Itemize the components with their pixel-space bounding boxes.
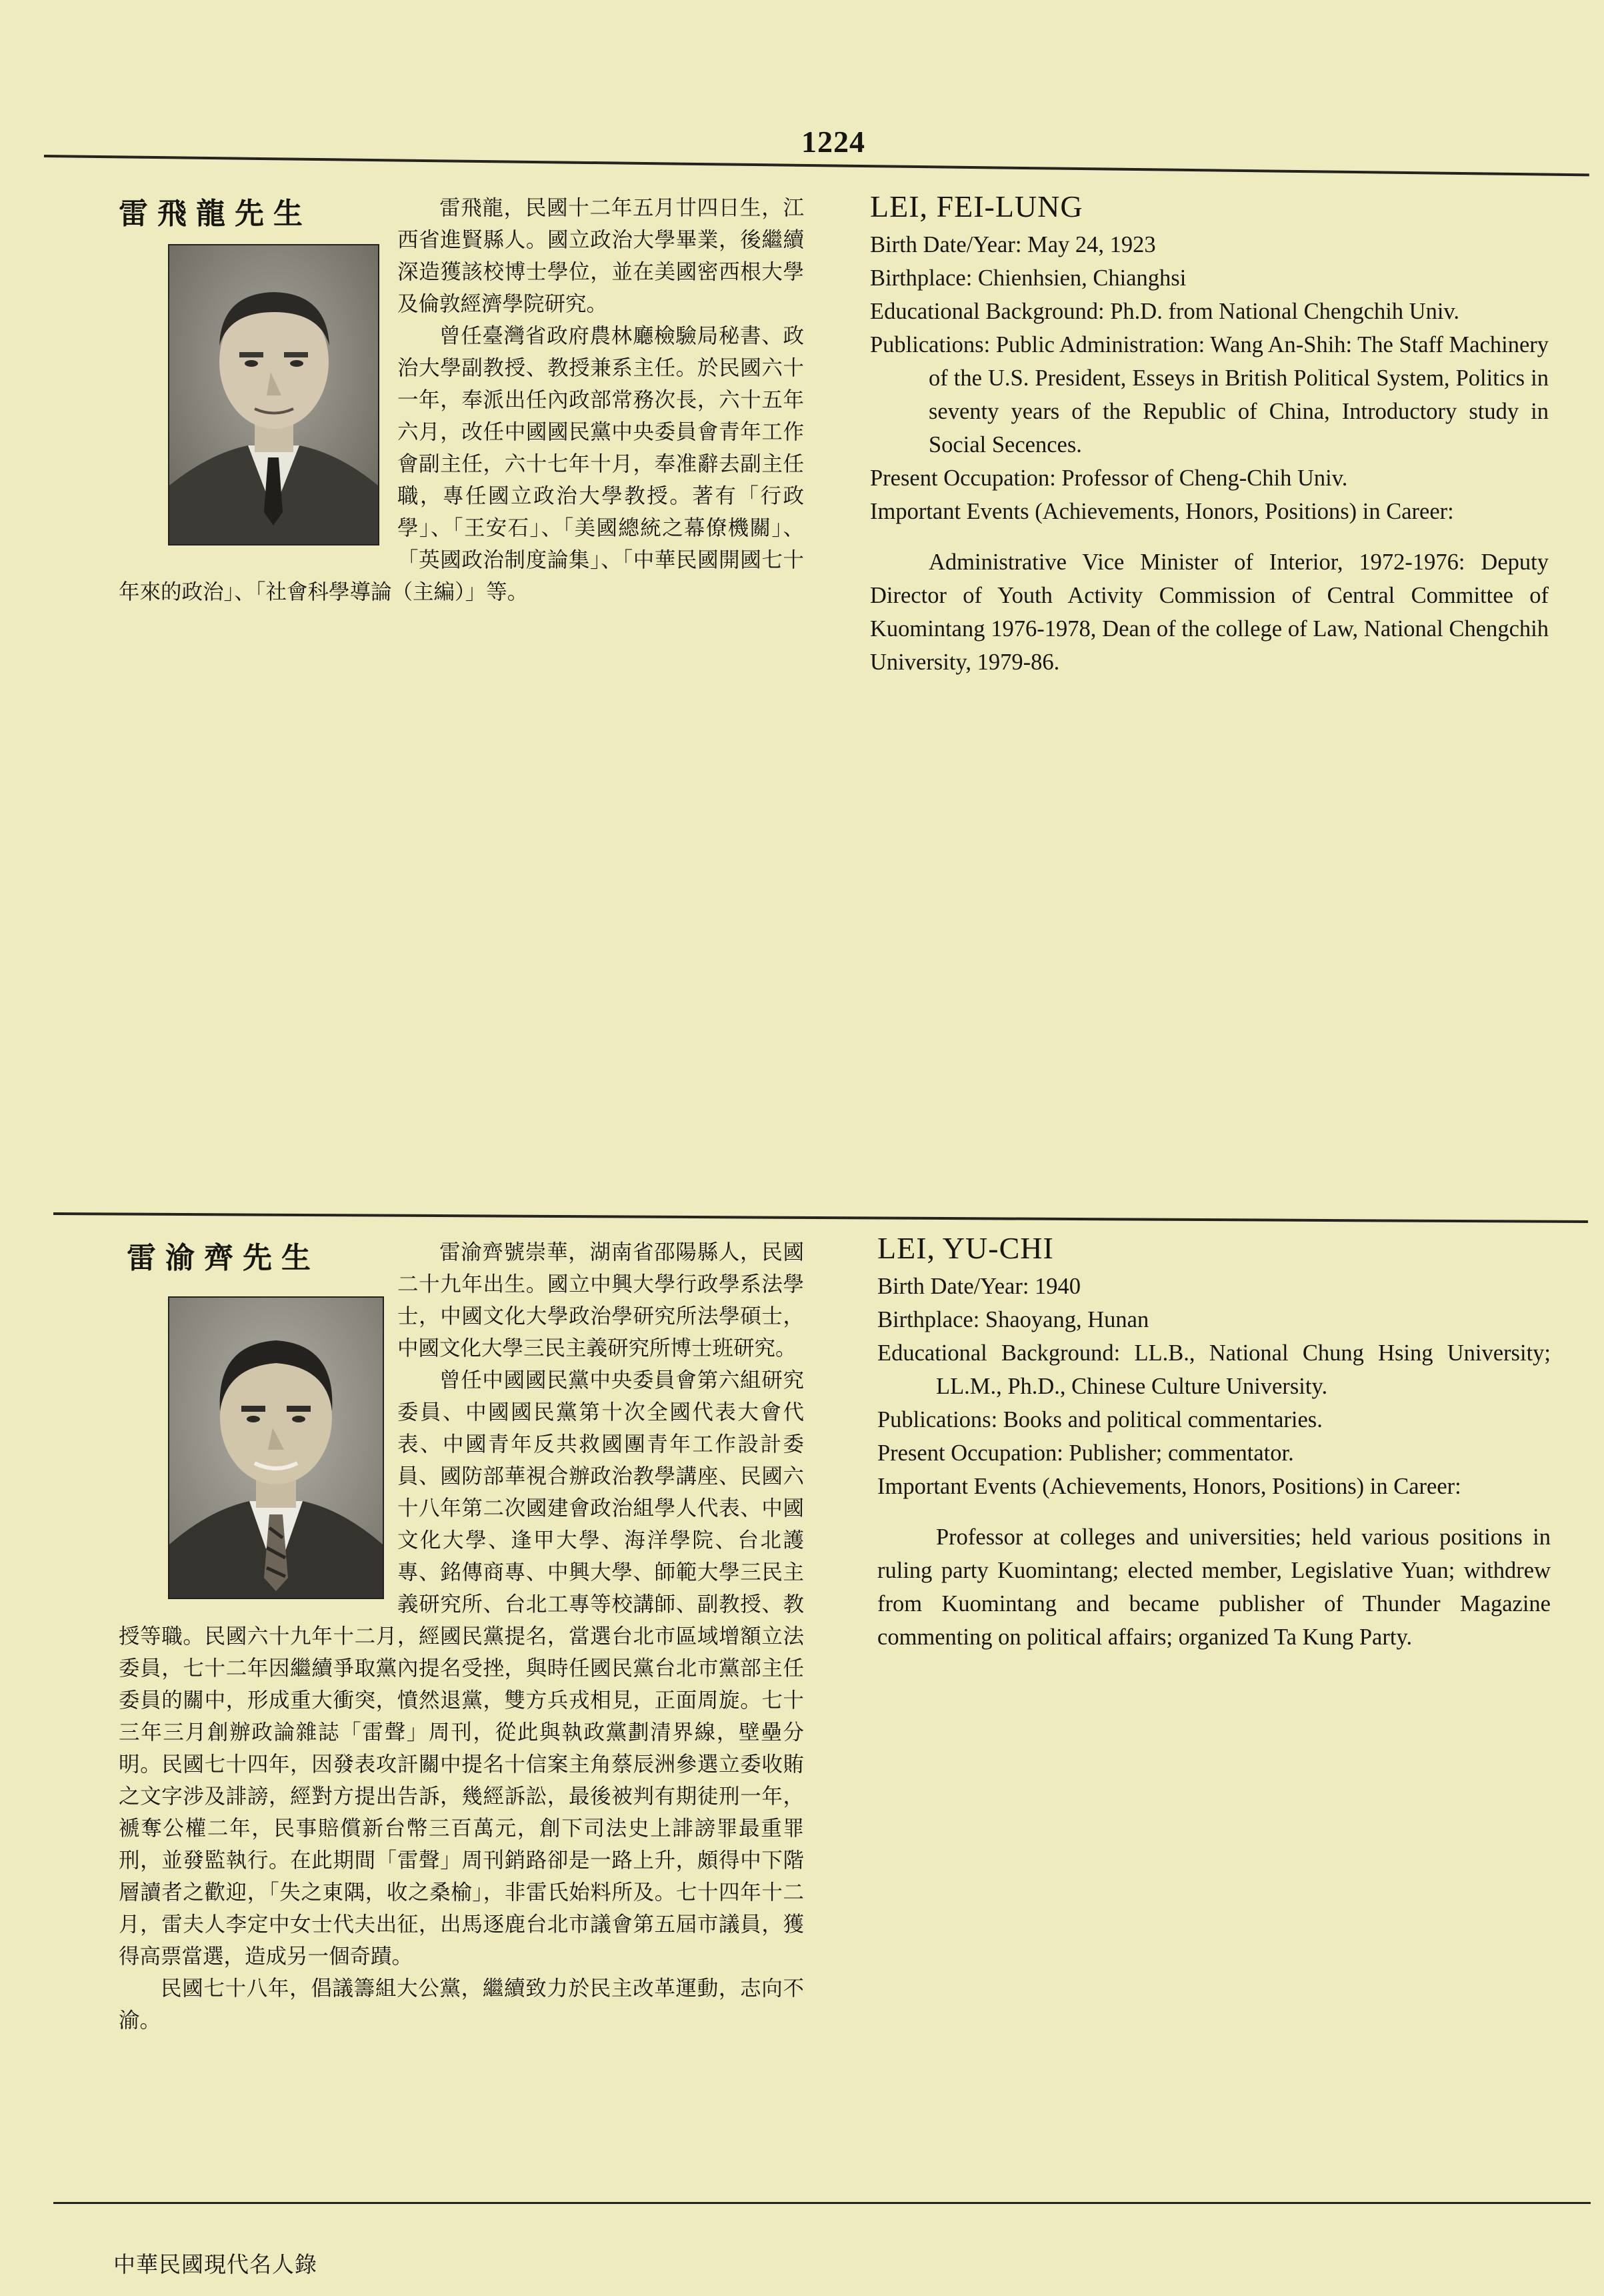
field-education: Educational Background: Ph.D. from National Chengchih Univ.: [870, 299, 1460, 324]
field-occupation: Present Occupation: Professor of Cheng-Chih Univ.: [870, 465, 1348, 491]
important-events-text: Administrative Vice Minister of Interior, 1972-1976: Deputy Director of Youth Activity Commission of Central Committee of Kuomintang 1976-1978, Dean of the college of Law, National Chengchih University, 1979-86.: [870, 549, 1549, 675]
field-birth-date: Birth Date/Year: 1940: [877, 1274, 1081, 1299]
entry-name-chinese: 雷飛龍先生: [119, 197, 312, 231]
important-events-text: Professor at colleges and universities; held various positions in ruling party Kuomintang; elected member, Legislative Yuan; withdrew from Kuomintang and became publisher of Thunder Magazine commenting on political affairs; organized Ta Kung Party.: [877, 1524, 1551, 1650]
field-education: Educational Background: LL.B., National Chung Hsing University; LL.M., Ph.D., Chinese Culture University.: [877, 1340, 1551, 1399]
biography-english: [870, 187, 1549, 679]
biography-chinese: [119, 1236, 804, 2037]
field-important-events: Important Events (Achievements, Honors, Positions) in Career:: [877, 1474, 1461, 1499]
middle-rule: [53, 1212, 1588, 1223]
entry-name-english: LEI, FEI-LUNG: [870, 189, 1083, 223]
bio-paragraph: 曾任中國國民黨中央委員會第六組研究委員、中國國民黨第十次全國代表大會代表、中國青年反共救國團青年工作設計委員、國防部華視合辦政治教學講座、民國六十八年第二次國建會政治組學人代表、中國文化大學、逢甲大學、海洋學院、台北護專、銘傳商專、中興大學、師範大學三民主義研究所、台北工專等校講師、副教授、教授等職。民國六十九年十二月，經國民黨提名，當選台北市區域增額立法委員，七十二年因繼續爭取黨內提名受挫，與時任國民黨台北市黨部主任委員的關中，形成重大衝突，憤然退黨，雙方兵戎相見，正面周旋。七十三年三月創辦政論雜誌「雷聲」周刊，從此與執政黨劃清界線，壁壘分明。民國七十四年，因發表攻訐關中提名十信案主角蔡辰洲參選立委收賄之文字涉及誹謗，經對方提出告訴，幾經訴訟，最後被判有期徒刑一年，褫奪公權二年，民事賠償新台幣三百萬元，創下司法史上誹謗罪最重罪刑，並發監執行。在此期間「雷聲」周刊銷路卻是一路上升，頗得中下階層讀者之歡迎，「失之東隅，收之桑榆」，非雷氏始料所及。七十四年十二月，雷夫人李定中女士代夫出征，出馬逐鹿台北市議會第五屆市議員，獲得高票當選，造成另一個奇蹟。: [119, 1368, 804, 1969]
biography-english: [877, 1228, 1551, 1654]
field-birthplace: Birthplace: Chienhsien, Chianghsi: [870, 265, 1187, 291]
field-birthplace: Birthplace: Shaoyang, Hunan: [877, 1307, 1149, 1332]
field-publications: Publications: Books and political commentaries.: [877, 1407, 1323, 1432]
bio-paragraph: 曾任臺灣省政府農林廳檢驗局秘書、政治大學副教授、教授兼系主任。於民國六十一年，奉派出任內政部常務次長，六十五年六月，改任中國國民黨中央委員會青年工作會副主任，六十七年十月，奉准辭去副主任職，專任國立政治大學教授。著有「行政學」、「王安石」、「美國總統之幕僚機關」、「英國政治制度論集」、「中華民國開國七十年來的政治」、「社會科學導論（主編）」等。: [119, 324, 804, 604]
biography-chinese: [119, 192, 804, 608]
bottom-rule: [53, 2202, 1591, 2204]
field-occupation: Present Occupation: Publisher; commentator.: [877, 1440, 1294, 1466]
field-important-events: Important Events (Achievements, Honors, Positions) in Career:: [870, 499, 1454, 524]
entry-name-chinese: 雷渝齊先生: [127, 1241, 320, 1275]
field-publications: Publications: Public Administration: Wang An-Shih: The Staff Machinery of the U.S. President, Esseys in British Political System, Politics in seventy years of the Republic of China, Introductory study in Social Secences.: [870, 332, 1549, 457]
entry-name-english: LEI, YU-CHI: [877, 1231, 1054, 1265]
field-birth-date: Birth Date/Year: May 24, 1923: [870, 232, 1156, 257]
bio-paragraph: 民國七十八年，倡議籌組大公黨，繼續致力於民主改革運動，志向不渝。: [119, 1977, 804, 2033]
book-title-footer: 中華民國現代名人錄: [113, 2251, 317, 2277]
bio-paragraph: 雷飛龍，民國十二年五月廿四日生，江西省進賢縣人。國立政治大學畢業，後繼續深造獲該校博士學位，並在美國密西根大學及倫敦經濟學院研究。: [397, 196, 804, 316]
page-number: 1224: [801, 125, 865, 159]
bio-paragraph: 雷渝齊號崇華，湖南省邵陽縣人，民國二十九年出生。國立中興大學行政學系法學士，中國文化大學政治學研究所法學碩士，中國文化大學三民主義研究所博士班研究。: [397, 1240, 804, 1360]
